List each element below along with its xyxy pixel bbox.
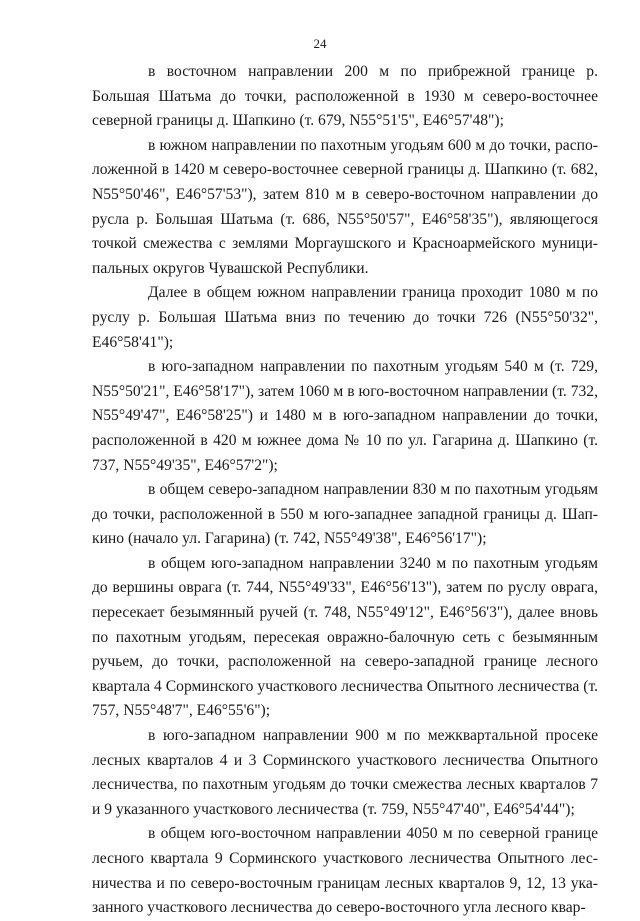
paragraph: в общем северо-западном направлении 830 м по пахотным угодьям до точки, расположенной в 550 м юго-западнее западной границы д. Шапкино (начало ул. Гагарина) (т. 742, N55°49'38", E46°56'17"); — [92, 481, 598, 548]
paragraph: в общем юго-восточном направлении 4050 м по северной границе лесного квартала 9 Сорминского участкового лесничества Опытного лесничества и по северо-восточным границам лесных кварталов 9, 12, 13 указанного участкового лесничества до северо-восточного угла лесного квар- — [92, 825, 598, 917]
paragraph: в южном направлении по пахотным угодьям 600 м до точки, расположенной в 1420 м северо-восточнее северной границы д. Шапкино (т. 682, N55°50'46", E46°57'53"), затем 810 м в северо-восточном направлении до русла р. Большая Шатьма (т. 686, N55°50'57", E46°58'35"), являющегося точкой смежества с землями Моргаушского и Красноармейского муниципальных округов Чувашской Республики. — [92, 136, 598, 277]
paragraph: Далее в общем южном направлении граница проходит 1080 м по руслу р. Большая Шатьма вниз по течению до точки 726 (N55°50'32", E46°58'41"); — [92, 284, 598, 351]
paragraph: в общем юго-западном направлении 3240 м по пахотным угодьям до вершины оврага (т. 744, N55°49'33", E46°56'13"), затем по руслу оврага, пересекает безымянный ручей (т. 748, N55°49'12", E46°56'3"), далее вновь по пахотным угодьям, пересекая овражно-балочную сеть с безымянным ручьем, до точки, расположенной на северо-западной границе лесного квартала 4 Сорминского участкового лесничества Опытного лесничества (т. 757, N55°48'7", E46°55'6"); — [92, 554, 598, 720]
document-body — [92, 60, 598, 921]
paragraph: в юго-западном направлении 900 м по межквартальной просеке лесных кварталов 4 и 3 Сорминского участкового лесничества Опытного лесничества, по пахотным угодьям до точки смежества лесных кварталов 7 и 9 указанного участкового лесничества (т. 759, N55°47'40", E46°54'44"); — [92, 727, 598, 818]
paragraph: в восточном направлении 200 м по прибрежной границе р. Большая Шатьма до точки, расположенной в 1930 м северо-восточнее северной границы д. Шапкино (т. 679, N55°51'5", E46°57'48"); — [92, 63, 598, 130]
paragraph: в юго-западном направлении по пахотным угодьям 540 м (т. 729, N55°50'21", E46°58'17"), затем 1060 м в юго-восточном направлении (т. 732, N55°49'47", E46°58'25") и 1480 м в юго-западном направлении до точки, расположенной в 420 м южнее дома № 10 по ул. Гагарина д. Шапкино (т. 737, N55°49'35", E46°57'2"); — [92, 358, 598, 474]
page-number: 24 — [313, 36, 327, 51]
